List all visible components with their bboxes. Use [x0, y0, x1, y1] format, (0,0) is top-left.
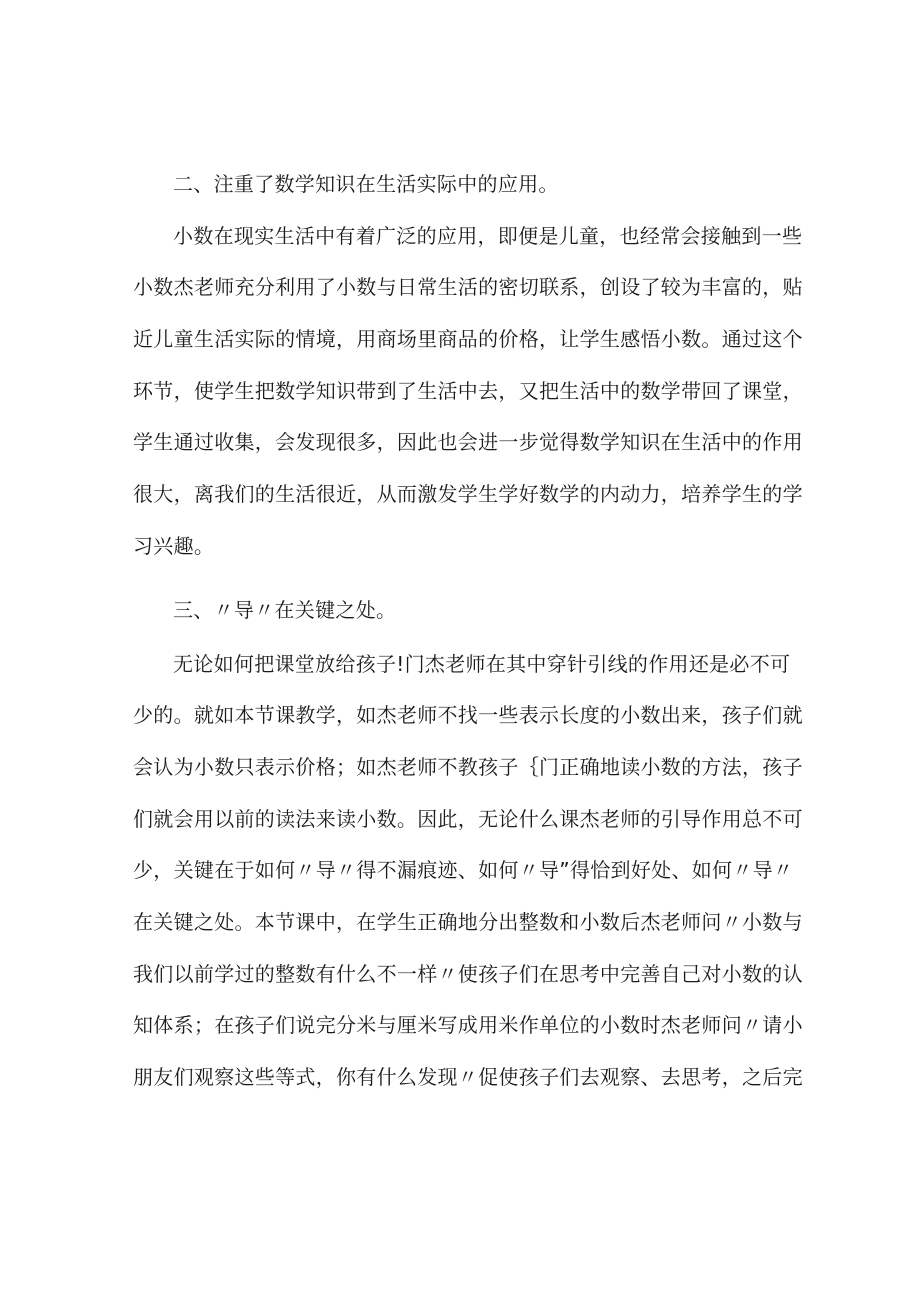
- section-heading-2: 二、注重了数学知识在生活实际中的应用。: [173, 172, 559, 196]
- paragraph-1-line: 很大，离我们的生活很近，从而激发学生学好数学的内动力，培养学生的学: [133, 482, 803, 506]
- paragraph-1-line: 小数杰老师充分利用了小数与日常生活的密切联系，创设了较为丰富的，贴: [133, 275, 803, 299]
- paragraph-2-line: 我们以前学过的整数有什么不一样〃使孩子们在思考中完善自己对小数的认: [133, 962, 803, 986]
- paragraph-2-line: 知体系；在孩子们说完分米与厘米写成用米作单位的小数时杰老师问〃请小: [133, 1013, 803, 1037]
- paragraph-1-line: 环节，使学生把数学知识带到了生活中去，又把生活中的数学带回了课堂，: [133, 379, 803, 403]
- paragraph-2-line: 朋友们观察这些等式，你有什么发现〃促使孩子们去观察、去思考，之后完: [133, 1065, 803, 1089]
- paragraph-1-line: 习兴趣。: [133, 534, 215, 558]
- section-heading-3: 三、〃导〃在关键之处。: [173, 598, 397, 622]
- paragraph-2-line: 在关键之处。本节课中，在学生正确地分出整数和小数后杰老师问〃小数与: [133, 910, 803, 934]
- paragraph-2-line: 们就会用以前的读法来读小数。因此，无论什么课杰老师的引导作用总不可: [133, 807, 803, 831]
- paragraph-2-line: 少的。就如本节课教学，如杰老师不找一些表示长度的小数出来，孩子们就: [133, 703, 803, 727]
- paragraph-1-line: 小数在现实生活中有着广泛的应用，即便是儿童，也经常会接触到一些: [173, 224, 803, 248]
- paragraph-2-line: 少，关键在于如何〃导〃得不漏痕迹、如何〃导”得恰到好处、如何〃导〃: [133, 858, 794, 882]
- paragraph-2-line: 无论如何把课堂放给孩子!门杰老师在其中穿针引线的作用还是必不可: [173, 652, 791, 676]
- paragraph-1-line: 近儿童生活实际的情境，用商场里商品的价格，让学生感悟小数。通过这个: [133, 327, 803, 351]
- paragraph-1-line: 学生通过收集，会发现很多，因此也会进一步觉得数学知识在生活中的作用: [133, 430, 803, 454]
- paragraph-2-line: 会认为小数只表示价格；如杰老师不教孩子｛门正确地读小数的方法，孩子: [133, 755, 803, 779]
